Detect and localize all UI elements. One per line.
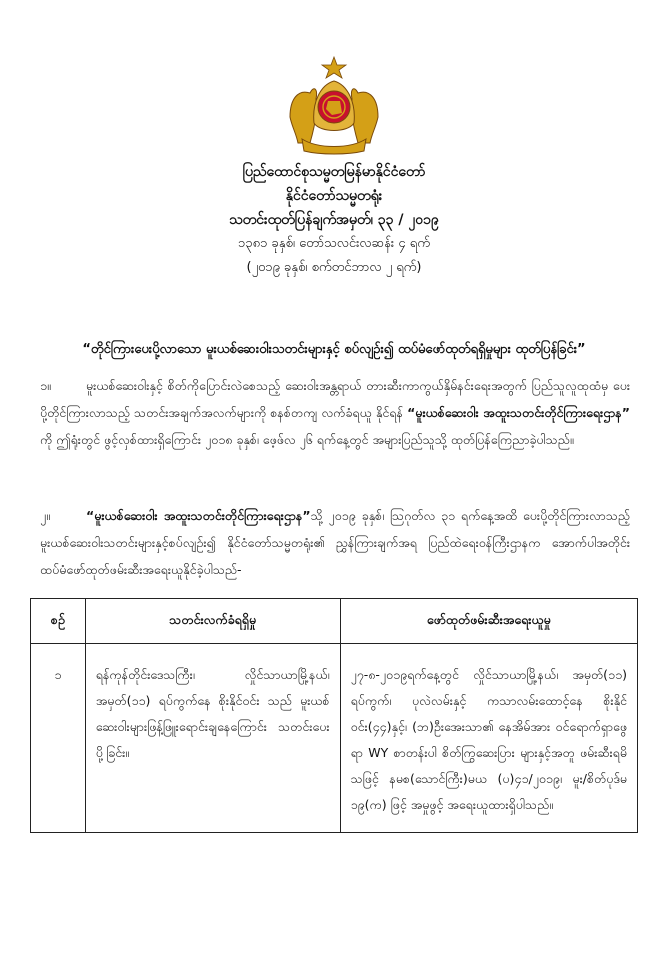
table-header-row [31, 599, 638, 644]
gregorian-date: (၂၀၁၉ ခုနှစ်၊ စက်တင်ဘာလ ၂ ရက်) [246, 260, 422, 275]
table-row [31, 644, 638, 833]
myanmar-state-seal-icon [284, 55, 384, 155]
paragraph-number: ၁။ [40, 378, 51, 393]
department-name: “မူးယစ်ဆေးဝါး အထူးသတင်းတိုင်ကြားရေးဌာန” [86, 508, 311, 523]
row-number: ၁ [31, 644, 86, 833]
row-action: ၂၇-၈-၂၀၁၉ရက်နေ့တွင် လှိုင်သာယာမြို့နယ်၊ အမှတ်(၁၁) ရပ်ကွက်၊ ပုလဲလမ်းနှင့် ကသာလမ်းထောင့်နေ စိုးနိုင်ဝင်း(၄၄)နှင့်၊ (ဘ)ဦးအေးသာ၏ နေအိမ်အား ဝင်ရောက်ရှာဖွေရာ WY စာတန်းပါ စိတ်ကြွဆေးပြား များနှင့်အတူ ဖမ်းဆီးရမိသဖြင့် နမစ(သောင်ကြီး)မယ (ပ)၄၁/၂၀၁၉၊ မူး/စိတ်ပုဒ်မ ၁၉(က) ဖြင့် အမှုဖွင့် အရေးယူထားရှိပါသည်။ [340, 644, 637, 833]
release-number: သတင်းထုတ်ပြန်ချက်အမှတ်၊ ၃၃ / ၂၀၁၉ [229, 212, 439, 228]
office-name: နိုင်ငံတော်သမ္မတရုံး [285, 188, 383, 204]
paragraph-2 [40, 502, 630, 583]
paragraph-1 [40, 372, 630, 453]
myanmar-date: ၁၃၈၁ ခုနှစ်၊ တော်သလင်းလဆန်း ၄ ရက် [238, 236, 430, 251]
paragraph-text: မူးယစ်ဆေးဝါးနှင့် စိတ်ကိုပြောင်းလဲစေသည့် ဆေးဝါးအန္တရာယ် တားဆီးကာကွယ်နှိမ်နင်းရေးအတွက် ပြည်သူလူထုထံမှ ပေးပို့တိုင်ကြားလာသည့် သတင်းအချက်အလက်များကို စနစ်တကျ လက်ခံရယူ နိုင်ရန် [40, 378, 630, 420]
column-header-action: ဖော်ထုတ်ဖမ်းဆီးအရေးယူမှု [340, 599, 637, 644]
state-seal [284, 55, 384, 155]
paragraph-text: ကို ဤရုံးတွင် ဖွင့်လှစ်ထားရှိကြောင်း ၂၀၁၈ ခုနှစ်၊ ဖေ့ဖ်လ ၂၆ ရက်နေ့တွင် အများပြည်သူသို့ ထုတ်ပြန်ကြေညာခဲ့ပါသည်။ [40, 432, 574, 447]
row-received: ရန်ကုန်တိုင်းဒေသကြီး၊ လှိုင်သာယာမြို့နယ်၊ အမှတ်(၁၁) ရပ်ကွက်နေ စိုးနိုင်ဝင်း သည် မူးယစ်ဆေးဝါးများဖြန့်ဖြူးရောင်းချနေကြောင်း သတင်းပေး ပို့ခြင်း။ [85, 644, 340, 833]
release-title: “တိုင်ကြားပေးပို့လာသော မူးယစ်ဆေးဝါးသတင်းများနှင့် စပ်လျဉ်း၍ ထပ်မံဖော်ထုတ်ရရှိမှုများ ထုတ်ပြန်ခြင်း” [82, 342, 586, 357]
paragraph-number: ၂။ [40, 508, 50, 523]
column-header-received: သတင်းလက်ခံရရှိမှု [85, 599, 340, 644]
letterhead [0, 160, 668, 280]
paragraph-text: သို့ ၂၀၁၉ ခုနှစ်၊ ဩဂုတ်လ ၃၁ ရက်နေ့အထိ ပေးပို့တိုင်ကြားလာသည့် မူးယစ်ဆေးဝါးသတင်းများနှင့်စပ်လျဉ်း၍ နိုင်ငံတော်သမ္မတရုံး၏ ညွှန်ကြားချက်အရ ပြည်ထဲရေးဝန်ကြီးဌာနက အောက်ပါအတိုင်း ထပ်မံဖော်ထုတ်ဖမ်းဆီးအရေးယူနိုင်ခဲ့ပါသည်- [40, 508, 630, 577]
actions-table [30, 598, 638, 833]
department-name: “မူးယစ်ဆေးဝါး အထူးသတင်းတိုင်ကြားရေးဌာန” [407, 405, 630, 420]
column-header-no: စဉ် [31, 599, 86, 644]
country-name: ပြည်ထောင်စုသမ္မတမြန်မာနိုင်ငံတော် [242, 164, 426, 180]
